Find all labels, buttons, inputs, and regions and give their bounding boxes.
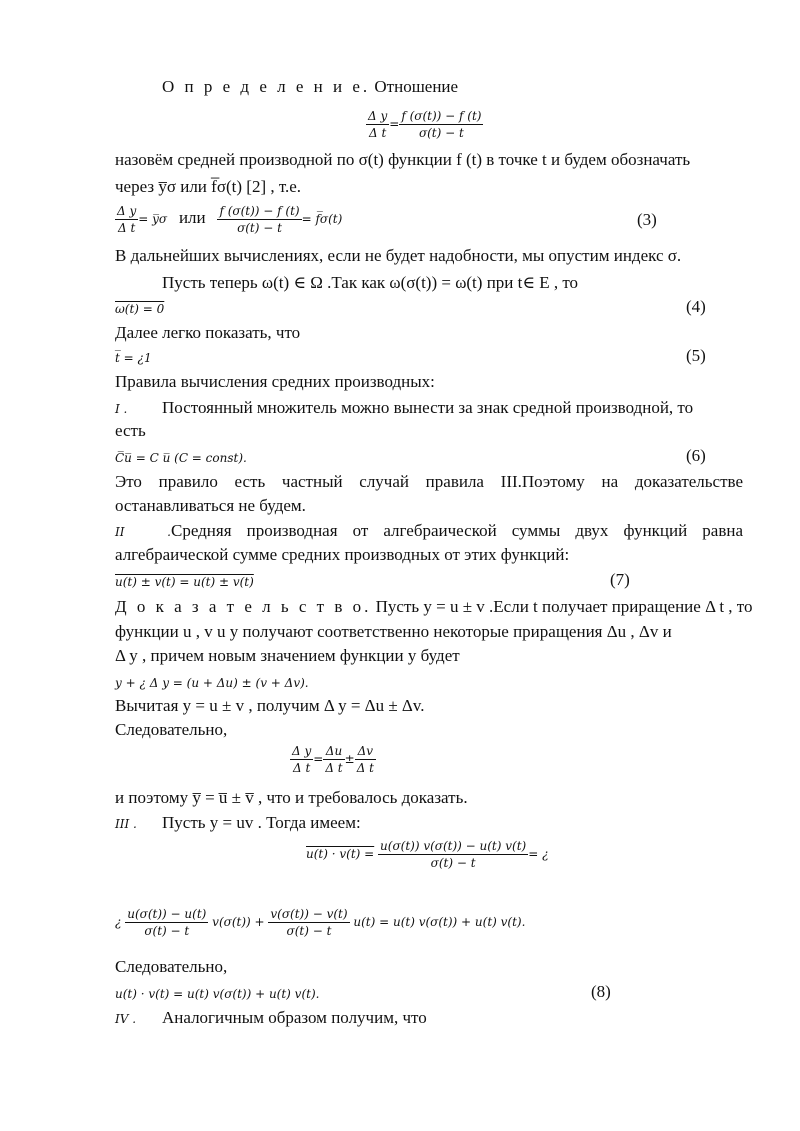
definition-heading: О п р е д е л е н и е.: [162, 77, 371, 96]
equation-5-number: (5): [686, 346, 706, 365]
rule-3-formula-continued: ¿ $\frac{u(\sigma(t)) - u(t)}{\sigma(t) - t}$ v(σ(t)) + $\frac{v(\sigma(t)) - v(t)}{\sigma(t) - t}$ u(t) = u(t) v(σ(t)) + u(t) v(t).: [115, 907, 526, 938]
equation-7-number: (7): [610, 570, 630, 589]
equation-8-number: (8): [591, 982, 611, 1001]
rule-2-line2: алгебраической сумме средних производных от этих функций:: [115, 545, 570, 564]
para5-line1: Это правило есть частный случай правила III.Поэтому на доказательстве: [115, 472, 743, 491]
equation-5: t̅ = ¿1: [115, 351, 152, 365]
proof-line6: Следовательно,: [115, 720, 228, 739]
equation-3: $\frac{\text{Δ y}}{\text{Δ t}}$ = y̅σ или $\frac{f (\sigma(t)) - f (t)}{\sigma(t) - t}$ = f̅σ(t): [117, 204, 343, 235]
proof-fraction-formula: $\frac{\text{Δ y}}{\text{Δ t}}$ = $\frac{\Delta u}{\text{Δ t}}$ ± $\frac{\Delta v}{\text{Δ t}}$: [292, 744, 375, 775]
para3: Пусть теперь ω(t) ∈ Ω .Так как ω(σ(t)) = ω(t) при t∈ E , то: [162, 273, 579, 292]
equation-4: ω(t) = 0: [115, 302, 165, 316]
rule-3-conclusion: Следовательно,: [115, 957, 228, 976]
para1-line1: назовём средней производной по σ(t) функции f (t) в точке t и будем обозначать: [115, 150, 691, 169]
para5-line2: останавливаться не будем.: [115, 496, 306, 515]
rule-4-line: IV . Аналогичным образом получим, что: [115, 1008, 427, 1027]
proof-heading: Д о к а з а т е л ь с т в о.: [115, 597, 372, 616]
equation-7: u(t) ± v(t) = u(t) ± v(t): [115, 575, 254, 589]
rule-3-formula: u(t) · v(t) = $\frac{u(\sigma(t)) v(\sigma(t)) - u(t) v(t)}{\sigma(t) - t}$ = ¿: [306, 839, 549, 870]
definition-formula: $\frac{\text{Δ y}}{\text{Δ t}}$ = $\frac{f (\sigma(t)) - f (t)}{\sigma(t) - t}$: [368, 109, 482, 140]
equation-8: u(t) · v(t) = u(t) v(σ(t)) + u(t) v(t).: [115, 987, 320, 1001]
proof-line5: Вычитая y = u ± v , получим Δ y = Δu ± Δv.: [115, 696, 425, 715]
equation-6-number: (6): [686, 446, 706, 465]
proof-line2: функции u , v u y получают соответственно некоторые приращения Δu , Δv и: [115, 622, 672, 641]
equation-6: C̅u̅ = C u̅ (C = const).: [115, 451, 247, 465]
proof-line7: и поэтому y̅ = u̅ ± v̅ , что и требовалось доказать.: [115, 788, 468, 807]
definition-line: [162, 76, 790, 98]
rule-2-line1: II .Средняя производная от алгебраической суммы двух функций равна: [115, 521, 743, 540]
rule-1-line1: I . Постоянный множитель можно вынести за знак средной производной, то: [115, 398, 694, 417]
para2: В дальнейших вычислениях, если не будет надобности, мы опустим индекс σ.: [115, 246, 682, 265]
para1-line2: через y̅σ или f̅σ(t) [2] , т.е.: [115, 177, 302, 196]
definition-heading-rest: Отношение: [374, 77, 459, 96]
rule-3-line1: III . Пусть y = uv . Тогда имеем:: [115, 813, 361, 832]
rule-1-line2: есть: [115, 421, 146, 440]
proof-line3: Δ y , причем новым значением функции y будет: [115, 646, 460, 665]
para4: Далее легко показать, что: [115, 323, 301, 342]
equation-4-number: (4): [686, 297, 706, 316]
rules-title: Правила вычисления средних производных:: [115, 372, 435, 391]
proof-line1: Д о к а з а т е л ь с т в о. Пусть y = u ± v .Если t получает приращение Δ t , то: [115, 597, 753, 616]
proof-line4: y + ¿ Δ y = (u + Δu) ± (v + Δv).: [115, 676, 309, 690]
equation-3-number: (3): [637, 210, 657, 229]
